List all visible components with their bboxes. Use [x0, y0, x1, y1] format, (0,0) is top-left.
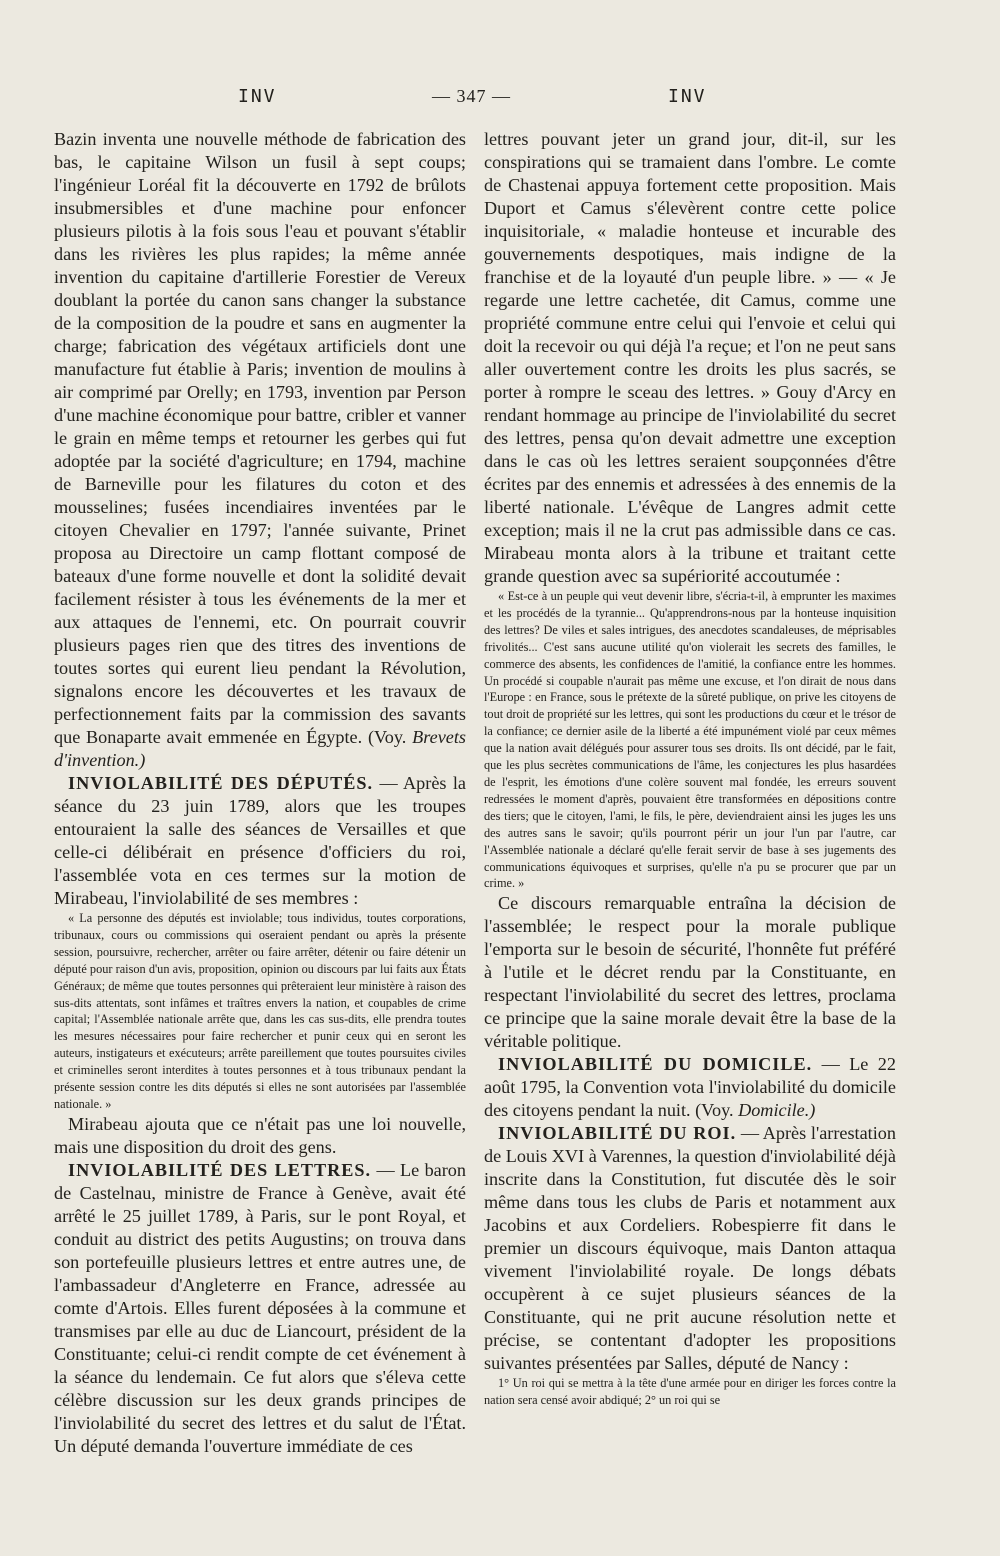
quote-decree-deputes: « La personne des députés est inviolable; tous individus, toutes corporations, tribunaux, cours ou commissions qui oseraient pendant ou après la présente session, poursuivre, rechercher, arrêter ou faire arrêter, détenir ou faire détenir un député pour raison d'un avis, proposition, opinion ou discours par lui faits aux États Généraux; de même que toutes personnes qui prêteraient leur ministère à raison des sus-dits attentats, sont infâmes et traîtres envers la nation, et coupables de crime capital; l'Assemblée nationale arrête que, dans les cas sus-dits, elle prendra toutes les mesures nécessaires pour faire rechercher et punir ceux qui en seront les auteurs, instigateurs et exécuteurs; arrête pareillement que toutes poursuites civiles et criminelles seront interdites à toutes personnes et à tous tribunaux pendant la présente session contre les dits députés si elles ne sont autorisées par l'assemblée nationale. »: [54, 911, 466, 1111]
paragraph-domicile-text: — Le 22 août 1795, la Convention vota l'inviolabilité du domicile des citoyens pendant la nuit. (Voy.: [484, 1054, 896, 1121]
see-reference-brevets: Brevets d'invention.): [54, 727, 466, 770]
see-reference-domicile: Domicile.): [738, 1100, 816, 1121]
running-head-left: INV: [238, 86, 277, 107]
paragraph-lettres-text: — Le baron de Castelnau, ministre de France à Genève, avait été arrêté le 25 juillet 1789, à Paris, sur le pont Royal, et conduit au district des petits Augustins; on trouva dans son portefeuille plusieurs lettres et entre autres une, de l'ambassadeur d'Angleterre en France, adressée au comte d'Artois. Elles furent déposées à la commune et transmises par elle au duc de Liancourt, président de la Constituante; celui-ci rendit compte de cet événement à la séance du lendemain. Ce fut alors que s'éleva cette célèbre discussion sur les deux grands principes de l'inviolabilité du secret des lettres et du salut de l'État. Un député demanda l'ouverture immédiate de ces: [54, 1159, 466, 1456]
quote-propositions-salles: 1° Un roi qui se mettra à la tête d'une armée pour en diriger les forces contre la nation sera censé avoir abdiqué; 2° un roi qui se: [484, 1376, 896, 1408]
paragraph-deputes: [54, 772, 466, 910]
paragraph-decision: Ce discours remarquable entraîna la décision de l'assemblée; le respect pour la morale publique l'emporta sur le besoin de sécurité, l'honnête fut préféré à l'utile et le décret rendu par la Constituante, en respectant l'inviolabilité du secret des lettres, proclama ce principe que la saine morale devait être la base de la véritable politique.: [484, 893, 896, 1052]
paragraph-roi: [484, 1122, 896, 1375]
quote-mirabeau-speech: « Est-ce à un peuple qui veut devenir libre, s'écria-t-il, à emprunter les maximes et les procédés de la tyrannie... Qu'apprendrons-nous par la honteuse inquisition des lettres? De viles et sales intrigues, des anecdotes scandaleuses, de méprisables frivolités... C'est sans aucune utilité qu'on violerait les secrets des familles, le commerce des absents, les confidences de l'amitié, la confiance entre les hommes. Un procédé si coupable n'aurait pas même une excuse, et l'on dirait de nous dans l'Europe : en France, sous le prétexte de la sûreté publique, on prive les citoyens de tout droit de propriété sur les lettres, qui sont les productions du cœur et le trésor de la confiance; ce dernier asile de la liberté a été impunément violé par ceux mêmes que la nation avait délégués pour assurer tous ses droits. Ils ont décidé, par le fait, que les plus secrètes communications de l'âme, les conjectures les plus hasardées de l'esprit, les émotions d'une colère souvent mal fondée, les erreurs souvent redressées le moment d'après, pouvaient être transformées en dépositions contre des tiers; que le citoyen, l'ami, le fils, le père, deviendraient ainsi les juges les uns des autres sans le savoir; qu'ils pourront périr un jour l'un par l'autre, car l'Assemblée nationale a déclaré qu'elle ferait servir de base à ses jugements des communications équivoques et surprises, qu'elle n'a pu se procurer que par un crime. »: [484, 589, 896, 891]
paragraph-lettres-continued: lettres pouvant jeter un grand jour, dit-il, sur les conspirations qui se tramaient dans l'ombre. Le comte de Chastenai appuya fortement cette proposition. Mais Duport et Camus s'élevèrent contre cette police inquisitoriale, « maladie honteuse et incurable des gouvernements despotiques, mais indigne de la franchise et de la loyauté d'un peuple libre. » — « Je regarde une lettre cachetée, dit Camus, comme une propriété commune entre celui qui l'envoie et celui qui doit la recevoir ou qui déjà l'a reçue; et l'on ne peut sans aller ouvertement contre les droits les plus sacrés, se porter à rompre le sceau des lettres. » Gouy d'Arcy en rendant hommage au principe de l'inviolabilité du secret des lettres, pensa qu'on devait admettre une exception dans le cas où les lettres seraient soupçonnées d'être écrites par des ennemis et adressées à des ennemis de la liberté nationale. L'évêque de Langres admit cette exception; mais il ne la crut pas admissible dans ce cas. Mirabeau monta alors à la tribune et traitant cette grande question avec sa supériorité accoutumée :: [484, 129, 896, 586]
left-column: [54, 128, 466, 1458]
heading-inviolabilite-deputes: INVIOLABILITÉ DES DÉPUTÉS.: [68, 773, 374, 793]
page-number: — 347 —: [432, 86, 511, 106]
paragraph-inventions: [54, 128, 466, 772]
paragraph-deputes-text: — Après la séance du 23 juin 1789, alors que les troupes entouraient la salle des séances de Versailles et que celle-ci délibérait en présence d'officiers du roi, l'assemblée vota en ces termes sur la motion de Mirabeau, l'inviolabilité de ses membres :: [54, 773, 466, 908]
running-head-right: INV: [668, 86, 707, 107]
paragraph-lettres: [54, 1159, 466, 1458]
heading-inviolabilite-domicile: INVIOLABILITÉ DU DOMICILE.: [498, 1054, 813, 1075]
paragraph-inventions-text: Bazin inventa une nouvelle méthode de fabrication des bas, le capitaine Wilson un fusil à sept coups; l'ingénieur Loréal fit la découverte en 1792 de brûlots insubmersibles et d'une machine pour enfoncer plusieurs pilotis à la fois sous l'eau et pouvant s'établir dans les rivières les plus rapides; la même année invention du capitaine d'artillerie Forestier de Vereux doublant la portée du canon sans changer la substance de la composition de la poudre et sans en augmenter la charge; fabrication des végétaux artificiels dont une manufacture fut établie à Paris; invention de moulins à air comprimé par Orelly; en 1793, invention par Person d'une machine économique pour battre, cribler et vanner le grain en même temps et retourner les gerbes qui fut adoptée par la société d'agriculture; en 1794, machine de Barneville pour les filatures du coton et des mousselines; fusées incendiaires inventées par le citoyen Chevalier en 1797; l'année suivante, Prinet proposa au Directoire un camp flottant composé de bateaux d'une forme nouvelle et dont la solidité devait facilement résister à tous les événements de la mer et aux attaques de l'ennemi, etc. On pourrait couvrir plusieurs pages rien que des titres des inventions de toutes sortes qui eurent lieu pendant la Révolution, signalons encore les découvertes et les travaux de perfectionnement faits par la commission des savants que Bonaparte avait emmenée en Égypte. (Voy.: [54, 129, 466, 747]
heading-inviolabilite-roi: INVIOLABILITÉ DU ROI.: [498, 1123, 737, 1144]
paragraph-domicile: [484, 1053, 896, 1122]
right-column: [484, 128, 896, 1409]
heading-inviolabilite-lettres: INVIOLABILITÉ DES LETTRES.: [68, 1159, 372, 1180]
paragraph-mirabeau-loi: Mirabeau ajouta que ce n'était pas une loi nouvelle, mais une disposition du droit des gens.: [54, 1113, 466, 1157]
paragraph-roi-text: — Après l'arrestation de Louis XVI à Varennes, la question d'inviolabilité déjà inscrite dans la Constitution, fut discutée dès le soir même dans tous les clubs de Paris et notamment aux Jacobins et aux Cordeliers. Robespierre fit dans le premier un discours équivoque, mais Danton attaqua vivement l'inviolabilité royale. De longs débats occupèrent à ce sujet plusieurs séances de la Constituante, qui ne prit aucune résolution nette et précise, se contentant d'adopter les propositions suivantes présentées par Salles, député de Nancy :: [484, 1123, 896, 1374]
